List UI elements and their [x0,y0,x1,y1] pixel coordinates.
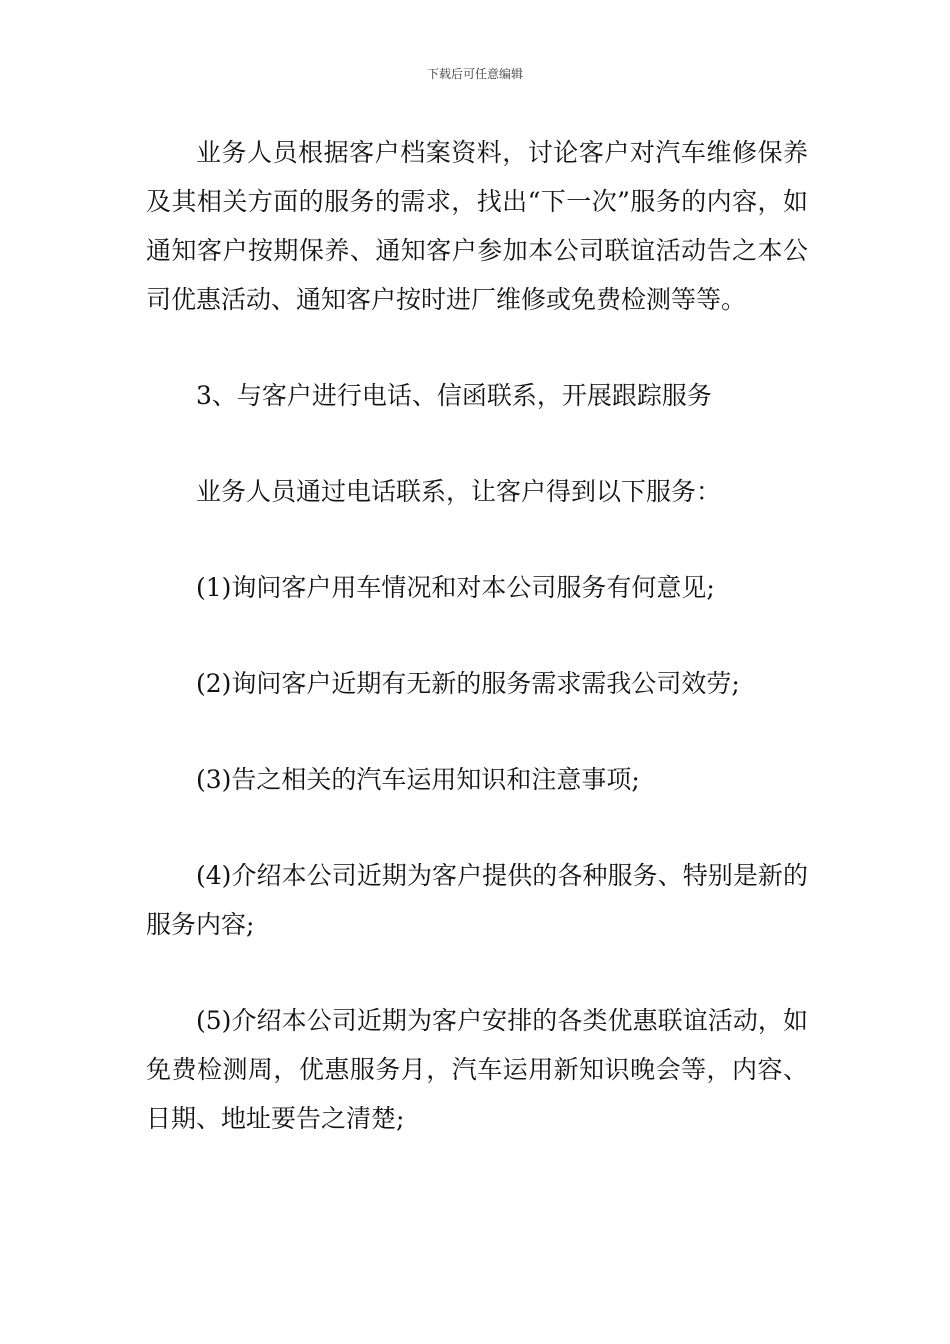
list-item-3: (3)告之相关的汽车运用知识和注意事项; [196,765,640,794]
list-item-1: (1)询问客户用车情况和对本公司服务有何意见; [196,573,715,602]
list-item-2: (2)询问客户近期有无新的服务需求需我公司效劳; [196,669,740,698]
page-header-note: 下载后可任意编辑 [426,67,523,81]
list-item-4: (4)介绍本公司近期为客户提供的各种服务、特别是新的服务内容; [146,861,808,939]
paragraph-follow-up-needs: 业务人员根据客户档案资料，讨论客户对汽车维修保养及其相关方面的服务的需求，找出“下一次”服务的内容，如通知客户按期保养、通知客户参加本公司联谊活动告之本公司优惠活动、通知客户按时进厂维修或免费检测等等。 [146,138,808,314]
document-body [146,128,808,1143]
paragraph-phone-services-intro: 业务人员通过电话联系，让客户得到以下服务： [196,477,722,506]
section-heading-phone-letter-contact: 3、与客户进行电话、信函联系，开展跟踪服务 [196,381,712,410]
list-item-5: (5)介绍本公司近期为客户安排的各类优惠联谊活动，如免费检测周，优惠服务月，汽车运用新知识晚会等，内容、日期、地址要告之清楚; [146,1006,808,1133]
